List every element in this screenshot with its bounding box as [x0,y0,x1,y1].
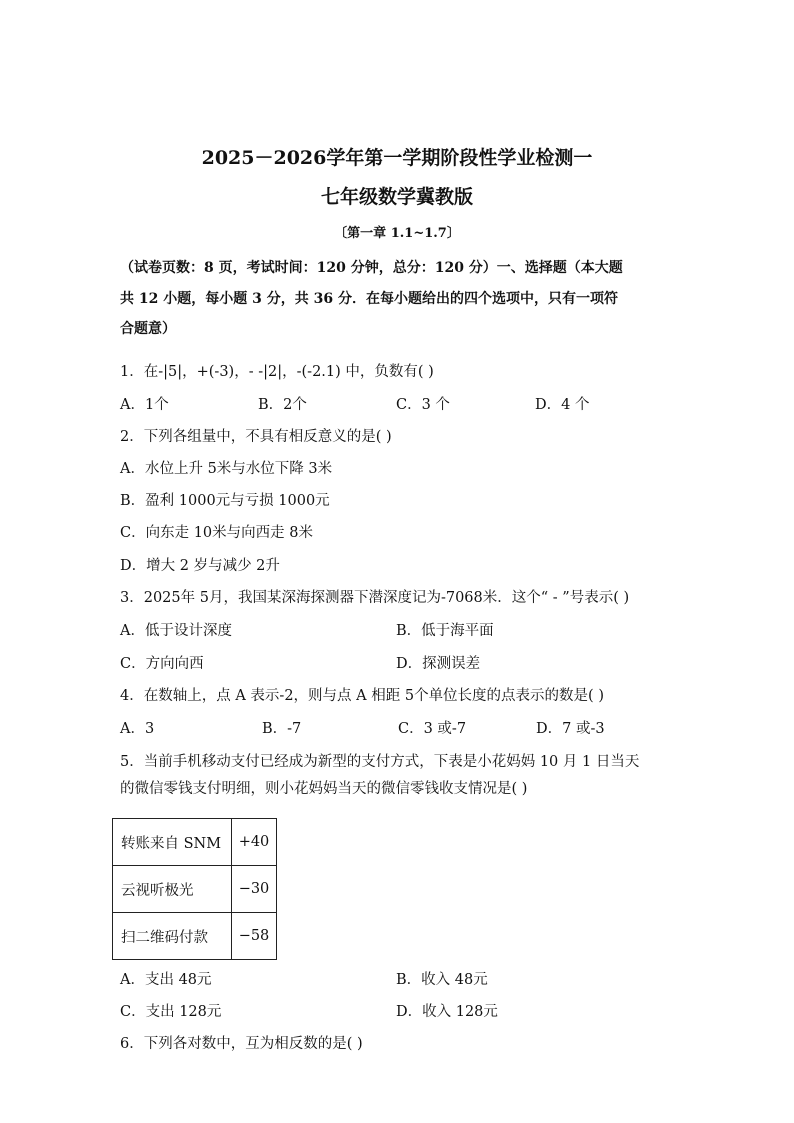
intro-line-3: 合题意） [120,321,176,337]
exam-title: 2025－2026学年第一学期阶段性学业检测一 [201,147,593,169]
question-5-option-d: D．收入 128元 [396,1004,498,1020]
question-5-option-b: B．收入 48元 [396,972,488,988]
payment-detail-table [112,818,277,960]
question-3-stem: 3．2025年 5月，我国某深海探测器下潜深度记为-7068米．这个“ - ”号表示( ) [120,590,630,606]
question-2-option-c: C．向东走 10米与向西走 8米 [120,525,313,541]
table-cell-amount: −30 [232,866,277,913]
table-cell-amount: −58 [232,913,277,960]
question-2-option-b: B．盈利 1000元与亏损 1000元 [120,493,330,509]
table-cell-amount: +40 [232,819,277,866]
question-5-stem-line-2: 的微信零钱支付明细，则小花妈妈当天的微信零钱收支情况是( ) [120,781,528,797]
question-2-option-a: A．水位上升 5米与水位下降 3米 [120,461,333,477]
table-cell-label: 转账来自 SNM [113,819,232,866]
question-5-option-c: C．支出 128元 [120,1004,222,1020]
question-3-option-a: A．低于设计深度 [120,623,232,639]
table-row [113,913,277,960]
question-4-option-b: B．-7 [262,721,302,737]
question-3-option-d: D．探测误差 [396,656,481,672]
question-3-option-c: C．方向向西 [120,656,204,672]
question-1-option-a: A．1个 [120,397,169,413]
question-5-stem-line-1: 5．当前手机移动支付已经成为新型的支付方式，下表是小花妈妈 10 月 1 日当天 [120,754,640,770]
question-4-option-d: D．7 或-3 [536,721,605,737]
question-6-stem: 6．下列各对数中，互为相反数的是( ) [120,1036,363,1052]
chapter-range: 〔第一章 1.1~1.7〕 [334,226,460,241]
question-4-stem: 4．在数轴上，点 A 表示-2，则与点 A 相距 5个单位长度的点表示的数是( ) [120,688,604,704]
question-4-option-c: C．3 或-7 [398,721,467,737]
question-5-option-a: A．支出 48元 [120,972,212,988]
table-row [113,866,277,913]
table-cell-label: 云视听极光 [113,866,232,913]
intro-line-1: （试卷页数：8 页，考试时间：120 分钟，总分：120 分）一、选择题（本大题 [120,260,623,276]
table-row [113,819,277,866]
question-1-option-d: D．4 个 [535,397,590,413]
question-2-option-d: D．增大 2 岁与减少 2升 [120,558,280,574]
question-1-stem: 1．在-|5|，+(-3)，- -|2|，-(-2.1) 中，负数有( ) [120,364,434,380]
intro-line-2: 共 12 小题，每小题 3 分，共 36 分．在每小题给出的四个选项中，只有一项符 [120,291,618,307]
table-cell-label: 扫二维码付款 [113,913,232,960]
question-2-stem: 2．下列各组量中，不具有相反意义的是( ) [120,429,392,445]
exam-subtitle: 七年级数学冀教版 [320,186,473,208]
question-4-option-a: A．3 [120,721,155,737]
question-1-option-c: C．3 个 [396,397,450,413]
question-1-option-b: B．2个 [258,397,307,413]
question-3-option-b: B．低于海平面 [396,623,494,639]
